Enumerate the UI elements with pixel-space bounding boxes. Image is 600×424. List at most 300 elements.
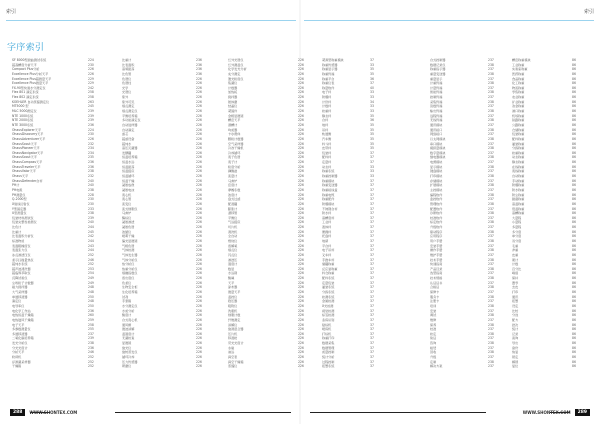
index-entry: 熔点仪 (228, 248, 238, 253)
index-entry: 渗透压 (228, 257, 238, 262)
index-page-ref: 226 (196, 317, 202, 322)
index-page-ref: 260 (88, 313, 94, 318)
index-entry: 扩展模块 (430, 183, 443, 188)
index-entry: 峰值 (512, 271, 519, 276)
header-left: 索引 (6, 9, 17, 15)
index-entry: 膨胀计 (228, 206, 238, 211)
index-entry: 平台秤 (322, 243, 332, 248)
index-page-ref: 33 (370, 169, 374, 174)
index-page-ref: 37 (370, 327, 374, 332)
index-entry: 食品称重 (512, 76, 525, 81)
index-page-ref: 226 (196, 238, 202, 243)
index-entry: 干燥箱 (12, 364, 22, 369)
index-entry: 应用程序 (430, 234, 443, 239)
index-entry: 高压灭菌器 (122, 146, 138, 151)
index-entry: OhausNavigator天平 (12, 150, 44, 155)
index-page-ref: 226 (196, 90, 202, 95)
index-entry: 分析天平 (12, 350, 25, 355)
index-entry: 吸附仪 (228, 303, 238, 308)
index-entry: 流量计 (228, 174, 238, 179)
index-entry: 采集终端 (430, 99, 443, 104)
index-entry: 多参数测量仪 (12, 327, 31, 332)
index-page-ref: 37 (370, 299, 374, 304)
index-page-ref: 230 (88, 197, 94, 202)
index-page-ref: 226 (196, 201, 202, 206)
index-entry: 清洗机 (228, 229, 238, 234)
index-page-ref: 235 (88, 155, 94, 160)
index-entry: 检测系统 (322, 294, 335, 299)
index-page-ref: 233 (88, 206, 94, 211)
index-entry: 低温称重 (512, 206, 525, 211)
index-entry: 涂布器 (228, 285, 238, 290)
index-entry: 金属检测 (322, 299, 335, 304)
index-page-ref: 37 (370, 155, 374, 160)
index-page-ref: 238 (488, 294, 494, 299)
index-entry: 港口称重 (512, 109, 525, 114)
index-entry: 发光分析仪 (12, 341, 28, 346)
index-page-ref: 35 (370, 122, 374, 127)
index-entry: 自动称重 (512, 174, 525, 179)
index-entry: 包装完整性检测仪 (12, 220, 37, 225)
index-entry: 产品目录 (430, 266, 443, 271)
index-page-ref: 37 (370, 322, 374, 327)
index-entry: 马弗炉 (122, 211, 132, 216)
index-entry: 毛重 (512, 243, 519, 248)
index-page-ref: 86 (572, 317, 576, 322)
index-page-ref: 226 (298, 122, 304, 127)
index-entry: 叉车秤 (322, 252, 332, 257)
index-page-ref: 230 (88, 132, 94, 137)
index-page-ref: 248 (88, 290, 94, 295)
index-entry: 标签检测 (322, 313, 335, 318)
index-page-ref: 238 (488, 118, 494, 123)
index-page-ref: 86 (572, 206, 576, 211)
index-entry: 浓度计 (228, 192, 238, 197)
index-page-ref: 226 (298, 243, 304, 248)
index-entry: 细胞计数 (228, 313, 241, 318)
index-page-ref: 37 (370, 331, 374, 336)
index-entry: 实验室称重 (512, 67, 528, 72)
index-entry: 配料秤 (322, 155, 332, 160)
index-entry: 机场称重 (512, 113, 525, 118)
index-entry: 称重接线盒 (322, 187, 338, 192)
index-column (572, 58, 594, 369)
index-entry: 物流称重 (512, 85, 525, 90)
index-entry: 稳压器 (228, 299, 238, 304)
index-entry: 湿度计 (228, 262, 238, 267)
index-entry: PH电极 (12, 187, 23, 192)
index-page-ref: 226 (196, 313, 202, 318)
index-entry: 自动滴定 (122, 127, 135, 132)
index-page-ref: 238 (488, 359, 494, 364)
index-page-ref: 86 (572, 201, 576, 206)
index-entry: 冷却循环 (228, 150, 241, 155)
index-entry: 解锁 (512, 359, 519, 364)
index-page-ref: 226 (88, 136, 94, 141)
index-page-ref: 86 (572, 99, 576, 104)
index-page-ref: 238 (488, 350, 494, 355)
index-page-ref: 86 (572, 146, 576, 151)
index-page-ref: 36 (370, 118, 374, 123)
index-entry: 全自动 (228, 234, 238, 239)
index-entry: 视觉检测 (322, 308, 335, 313)
index-page-ref: 226 (298, 303, 304, 308)
index-page-ref: 226 (298, 90, 304, 95)
index-entry: 料斗秤 (322, 141, 332, 146)
index-page-ref: 37 (370, 187, 374, 192)
index-entry: 智能终端 (430, 90, 443, 95)
index-entry: 累计 (512, 257, 519, 262)
index-entry: 检定 (430, 331, 437, 336)
index-page-ref: 86 (572, 183, 576, 188)
index-entry: 台式离心机 (122, 317, 138, 322)
index-page-ref: 86 (572, 294, 576, 299)
index-page-ref: 238 (488, 109, 494, 114)
index-entry: 气体发生器 (122, 252, 138, 257)
index-page-ref: 226 (196, 104, 202, 109)
index-page-ref: 86 (572, 71, 576, 76)
index-page-ref: 37 (370, 248, 374, 253)
index-page-ref: 237 (488, 345, 494, 350)
index-page-ref: 226 (298, 331, 304, 336)
index-entry: 定制 (430, 359, 437, 364)
index-entry: 漂移管 (228, 211, 238, 216)
header-rule-left (6, 20, 296, 21)
index-entry: 溶解氧 (228, 243, 238, 248)
index-page-ref: 226 (196, 327, 202, 332)
index-page-ref: 35 (370, 113, 374, 118)
index-entry: 离心管 (122, 197, 132, 202)
index-entry: OhausPioneer天平 (12, 146, 40, 151)
index-page-ref: 239 (88, 215, 94, 220)
index-entry: 热重分析仪 (122, 266, 138, 271)
index-entry: 平衡仪 (228, 215, 238, 220)
index-page-ref: 37 (370, 58, 374, 62)
footer-url-right[interactable]: WWW.SHONTEX.COM (522, 409, 571, 415)
index-entry: Flex 802 滴定系统 (12, 95, 39, 100)
page-number-left: 288 (10, 409, 25, 416)
index-page-ref: 240 (88, 220, 94, 225)
index-page-ref: 237 (488, 308, 494, 313)
index-entry: 旋光仪 (122, 345, 132, 350)
index-page-ref: 86 (572, 90, 576, 95)
index-page-ref: 238 (488, 71, 494, 76)
index-page-ref: 37 (370, 234, 374, 239)
index-entry: 压力传感器 (122, 359, 138, 364)
index-page-ref: 37 (370, 294, 374, 299)
index-entry: 称重变送器 (322, 183, 338, 188)
index-entry: 空气采样器 (228, 141, 244, 146)
index-page-ref: 226 (298, 81, 304, 86)
index-page-ref: 86 (572, 104, 576, 109)
index-page-ref: 86 (572, 229, 576, 234)
index-entry: 凝胶色谱 (122, 225, 135, 230)
index-page-ref: 238 (488, 331, 494, 336)
index-entry: 浓缩仪 (122, 229, 132, 234)
index-page-ref: 226 (298, 109, 304, 114)
index-page-ref: 226 (196, 257, 202, 262)
index-entry: 计数器 (228, 85, 238, 90)
index-entry: 记录 (512, 331, 519, 336)
index-page-ref: 226 (196, 95, 202, 100)
index-entry: 打标机 (322, 331, 332, 336)
index-entry: 蒸馏仪 (228, 364, 238, 369)
index-entry: 自动进样器 (122, 122, 138, 127)
index-entry: 差示扫描量热仪 (12, 257, 34, 262)
index-entry: 高频振荡 (122, 67, 135, 72)
index-page-ref: 226 (298, 248, 304, 253)
index-entry: 电热恒温干燥箱 (12, 313, 34, 318)
index-entry: NTE 2000系统 (12, 118, 34, 123)
index-entry: NTE 1000系统 (12, 113, 34, 118)
footer-rule (115, 412, 291, 413)
index-page-ref: 226 (196, 76, 202, 81)
index-entry: 升级软件 (430, 225, 443, 230)
index-entry: 比重计 (12, 229, 22, 234)
index-page-ref: 86 (572, 303, 576, 308)
index-entry: 农业称重 (512, 95, 525, 100)
index-page-ref: 237 (488, 197, 494, 202)
index-entry: 配置软件 (430, 206, 443, 211)
index-page-ref: 226 (196, 197, 202, 202)
index-entry: 分选 (512, 313, 519, 318)
index-page-ref: 226 (298, 169, 304, 174)
index-page-ref: 226 (298, 327, 304, 332)
index-page-ref: 238 (488, 136, 494, 141)
index-page-ref: 245 (88, 104, 94, 109)
index-page-ref: 226 (298, 317, 304, 322)
index-page-ref: 86 (572, 85, 576, 90)
index-entry: 静态称重 (512, 160, 525, 165)
index-table (12, 58, 596, 403)
index-page-ref: 237 (488, 141, 494, 146)
index-page-ref: 226 (298, 67, 304, 72)
index-entry: Y型固定器 (12, 206, 27, 211)
index-page-ref: 254 (88, 271, 94, 276)
index-page-ref: 226 (196, 308, 202, 313)
index-entry: 料仓称重 (322, 271, 335, 276)
index-page-ref: 86 (572, 187, 576, 192)
index-page-ref: 238 (88, 169, 94, 174)
index-page-ref: 226 (298, 187, 304, 192)
index-page-ref: 226 (298, 183, 304, 188)
index-entry: 仓储称重 (512, 127, 525, 132)
footer-url-left[interactable]: WWW.SHONTEX.COM (29, 409, 78, 415)
index-page-ref: 239 (88, 336, 94, 341)
index-entry: 耐腐称重 (512, 197, 525, 202)
index-entry: 解决方案 (430, 364, 443, 369)
index-page-ref: 238 (488, 229, 494, 234)
index-page-ref: 86 (572, 76, 576, 81)
index-entry: 多分度 (512, 229, 522, 234)
index-page-ref: 226 (196, 220, 202, 225)
index-page-ref: 237 (488, 113, 494, 118)
index-page-ref: 37 (370, 197, 374, 202)
index-page-ref: 252 (88, 359, 94, 364)
index-entry: 定量秤 (322, 160, 332, 165)
index-page-ref: 226 (298, 118, 304, 123)
index-entry: 计数秤 (322, 104, 332, 109)
index-entry: 超临界萃取仪 (12, 271, 31, 276)
index-entry: 读数终端 (430, 104, 443, 109)
index-entry: 保修卡 (430, 290, 440, 295)
index-entry: 维护手册 (430, 252, 443, 257)
index-entry: 储罐称重 (322, 262, 335, 267)
index-page-ref: 226 (196, 355, 202, 359)
index-page-ref: 237 (488, 299, 494, 304)
index-entry: 气浴摇床 (228, 220, 241, 225)
index-page-ref: 226 (196, 243, 202, 248)
index-page-ref: 37 (370, 359, 374, 364)
index-entry: 计数 (512, 262, 519, 267)
index-entry: 计量终端 (430, 85, 443, 90)
index-page-ref: 37 (370, 238, 374, 243)
index-page-ref: 86 (572, 220, 576, 225)
index-page-ref: 37 (370, 317, 374, 322)
index-entry: 矿业称重 (512, 99, 525, 104)
index-page-ref: 37 (370, 183, 374, 188)
index-page-ref: 33 (370, 174, 374, 179)
index-page-ref: 226 (298, 308, 304, 313)
index-entry: 台式控制器 (430, 58, 446, 62)
index-page-ref: 234 (88, 150, 94, 155)
index-page-ref: 37 (370, 215, 374, 220)
index-entry: 公路称重 (512, 122, 525, 127)
index-page-ref: 226 (298, 155, 304, 160)
index-page-ref: 226 (298, 262, 304, 267)
index-page-ref: 37 (370, 303, 374, 308)
index-page-ref: 86 (572, 225, 576, 230)
index-page-ref: 226 (196, 276, 202, 281)
index-entry: 气相色谱 (122, 243, 135, 248)
footer-left (6, 407, 77, 417)
index-page-ref: 226 (196, 85, 202, 90)
index-page-ref: 226 (196, 127, 202, 132)
index-entry: 双分度 (512, 238, 522, 243)
index-entry: 天平 (228, 280, 235, 285)
index-entry: 喷码机 (322, 327, 332, 332)
index-entry: 粒度分析 (228, 164, 241, 169)
index-page-ref: 226 (298, 238, 304, 243)
index-page-ref: 226 (196, 113, 202, 118)
index-entry: 超滤设备 (122, 136, 135, 141)
index-entry: 配方 (512, 317, 519, 322)
index-page-ref: 35 (370, 127, 374, 132)
index-entry: 动态秤 (322, 164, 332, 169)
index-page-ref: 86 (572, 150, 576, 155)
index-page-ref: 252 (88, 355, 94, 359)
index-page-ref: 249 (88, 280, 94, 285)
index-page-ref: 86 (572, 118, 576, 123)
index-page-ref: 86 (572, 257, 576, 262)
index-page-ref: 37 (370, 271, 374, 276)
index-page-ref: 37 (370, 364, 374, 369)
index-page-ref: 37 (370, 308, 374, 313)
index-entry: 沉降试验仪 (12, 276, 28, 281)
index-page-ref: 237 (488, 364, 494, 369)
index-page-ref: 86 (572, 132, 576, 137)
index-entry: 温控仪 (228, 294, 238, 299)
index-entry: 工业称重 (512, 62, 525, 67)
index-entry: 恒温水浴 (122, 160, 135, 165)
index-entry: 移液枪 (228, 336, 238, 341)
index-entry: 单分度 (512, 234, 522, 239)
index-entry: 设定 (512, 303, 519, 308)
index-entry: 荧光光度计 (228, 341, 244, 346)
index-entry: 盘式过滤 (228, 197, 241, 202)
index-page-ref: 86 (572, 62, 576, 67)
index-entry: 称重显示器 (322, 67, 338, 72)
index-entry: OhausExplorer天平 (12, 127, 41, 132)
index-page-ref: 238 (488, 322, 494, 327)
index-entry: 喷雾干燥 (122, 234, 135, 239)
index-page-ref: 37 (370, 355, 374, 359)
index-page-ref: 237 (488, 95, 494, 100)
index-page-ref: 86 (572, 308, 576, 313)
index-page-ref: 86 (572, 280, 576, 285)
index-page-ref: 226 (298, 345, 304, 350)
index-page-ref: 37 (370, 313, 374, 318)
footer-right (523, 407, 594, 417)
index-page-ref: 237 (488, 187, 494, 192)
index-page-ref: 226 (196, 160, 202, 165)
index-entry: 灌装系统 (322, 285, 335, 290)
index-page-ref: 226 (196, 215, 202, 220)
index-page-ref: 228 (88, 192, 94, 197)
index-entry: 熔点测定仪 (122, 109, 138, 114)
index-entry: 高精度秤 (322, 215, 335, 220)
index-entry: 分拣系统 (322, 290, 335, 295)
index-entry: 表面张力仪 (12, 248, 28, 253)
index-page-ref: 237 (488, 336, 494, 341)
index-entry: 称重终端 (322, 71, 335, 76)
index-entry: OhausScout天平 (12, 155, 37, 160)
index-entry: FX-90型快速水分测定仪 (12, 85, 46, 90)
index-entry: 紧凑型称重模块 (322, 58, 344, 62)
header-right: 索引 (583, 9, 594, 15)
index-entry: 高温称重 (512, 201, 525, 206)
index-entry: 电子天平 (12, 322, 25, 327)
index-entry: 电子吊秤 (322, 248, 335, 253)
index-entry: 技术规格 (430, 276, 443, 281)
index-entry: 冷冻干燥机 (228, 146, 244, 151)
index-column (370, 58, 428, 369)
index-entry: 小量程 (512, 220, 522, 225)
index-page-ref: 238 (488, 99, 494, 104)
index-entry: 净重 (512, 248, 519, 253)
index-page-ref: 37 (370, 243, 374, 248)
index-entry: 压片机 (228, 331, 238, 336)
index-entry: 超声波清洗器 (12, 266, 31, 271)
index-page-ref: 237 (488, 67, 494, 72)
index-entry: 偏光显微镜 (122, 238, 138, 243)
index-entry: 熔点测定 (122, 104, 135, 109)
index-entry: 过程控制 (322, 359, 335, 364)
index-entry: 热分析仪 (122, 262, 135, 267)
index-entry: 酒精计 (228, 122, 238, 127)
index-entry: Compact Plus分析 (12, 67, 40, 72)
index-page-ref: 86 (572, 271, 576, 276)
index-entry: 远程终端 (430, 113, 443, 118)
index-entry: 二氧化碳培养箱 (12, 336, 34, 341)
index-page-ref: 226 (298, 257, 304, 262)
index-page-ref: 37 (370, 206, 374, 211)
index-entry: 配料称重 (512, 136, 525, 141)
index-page-ref: 86 (572, 155, 576, 160)
index-page-ref: 226 (196, 350, 202, 355)
index-page-ref: 86 (572, 266, 576, 271)
index-entry: OhausCompass天平 (12, 160, 43, 165)
